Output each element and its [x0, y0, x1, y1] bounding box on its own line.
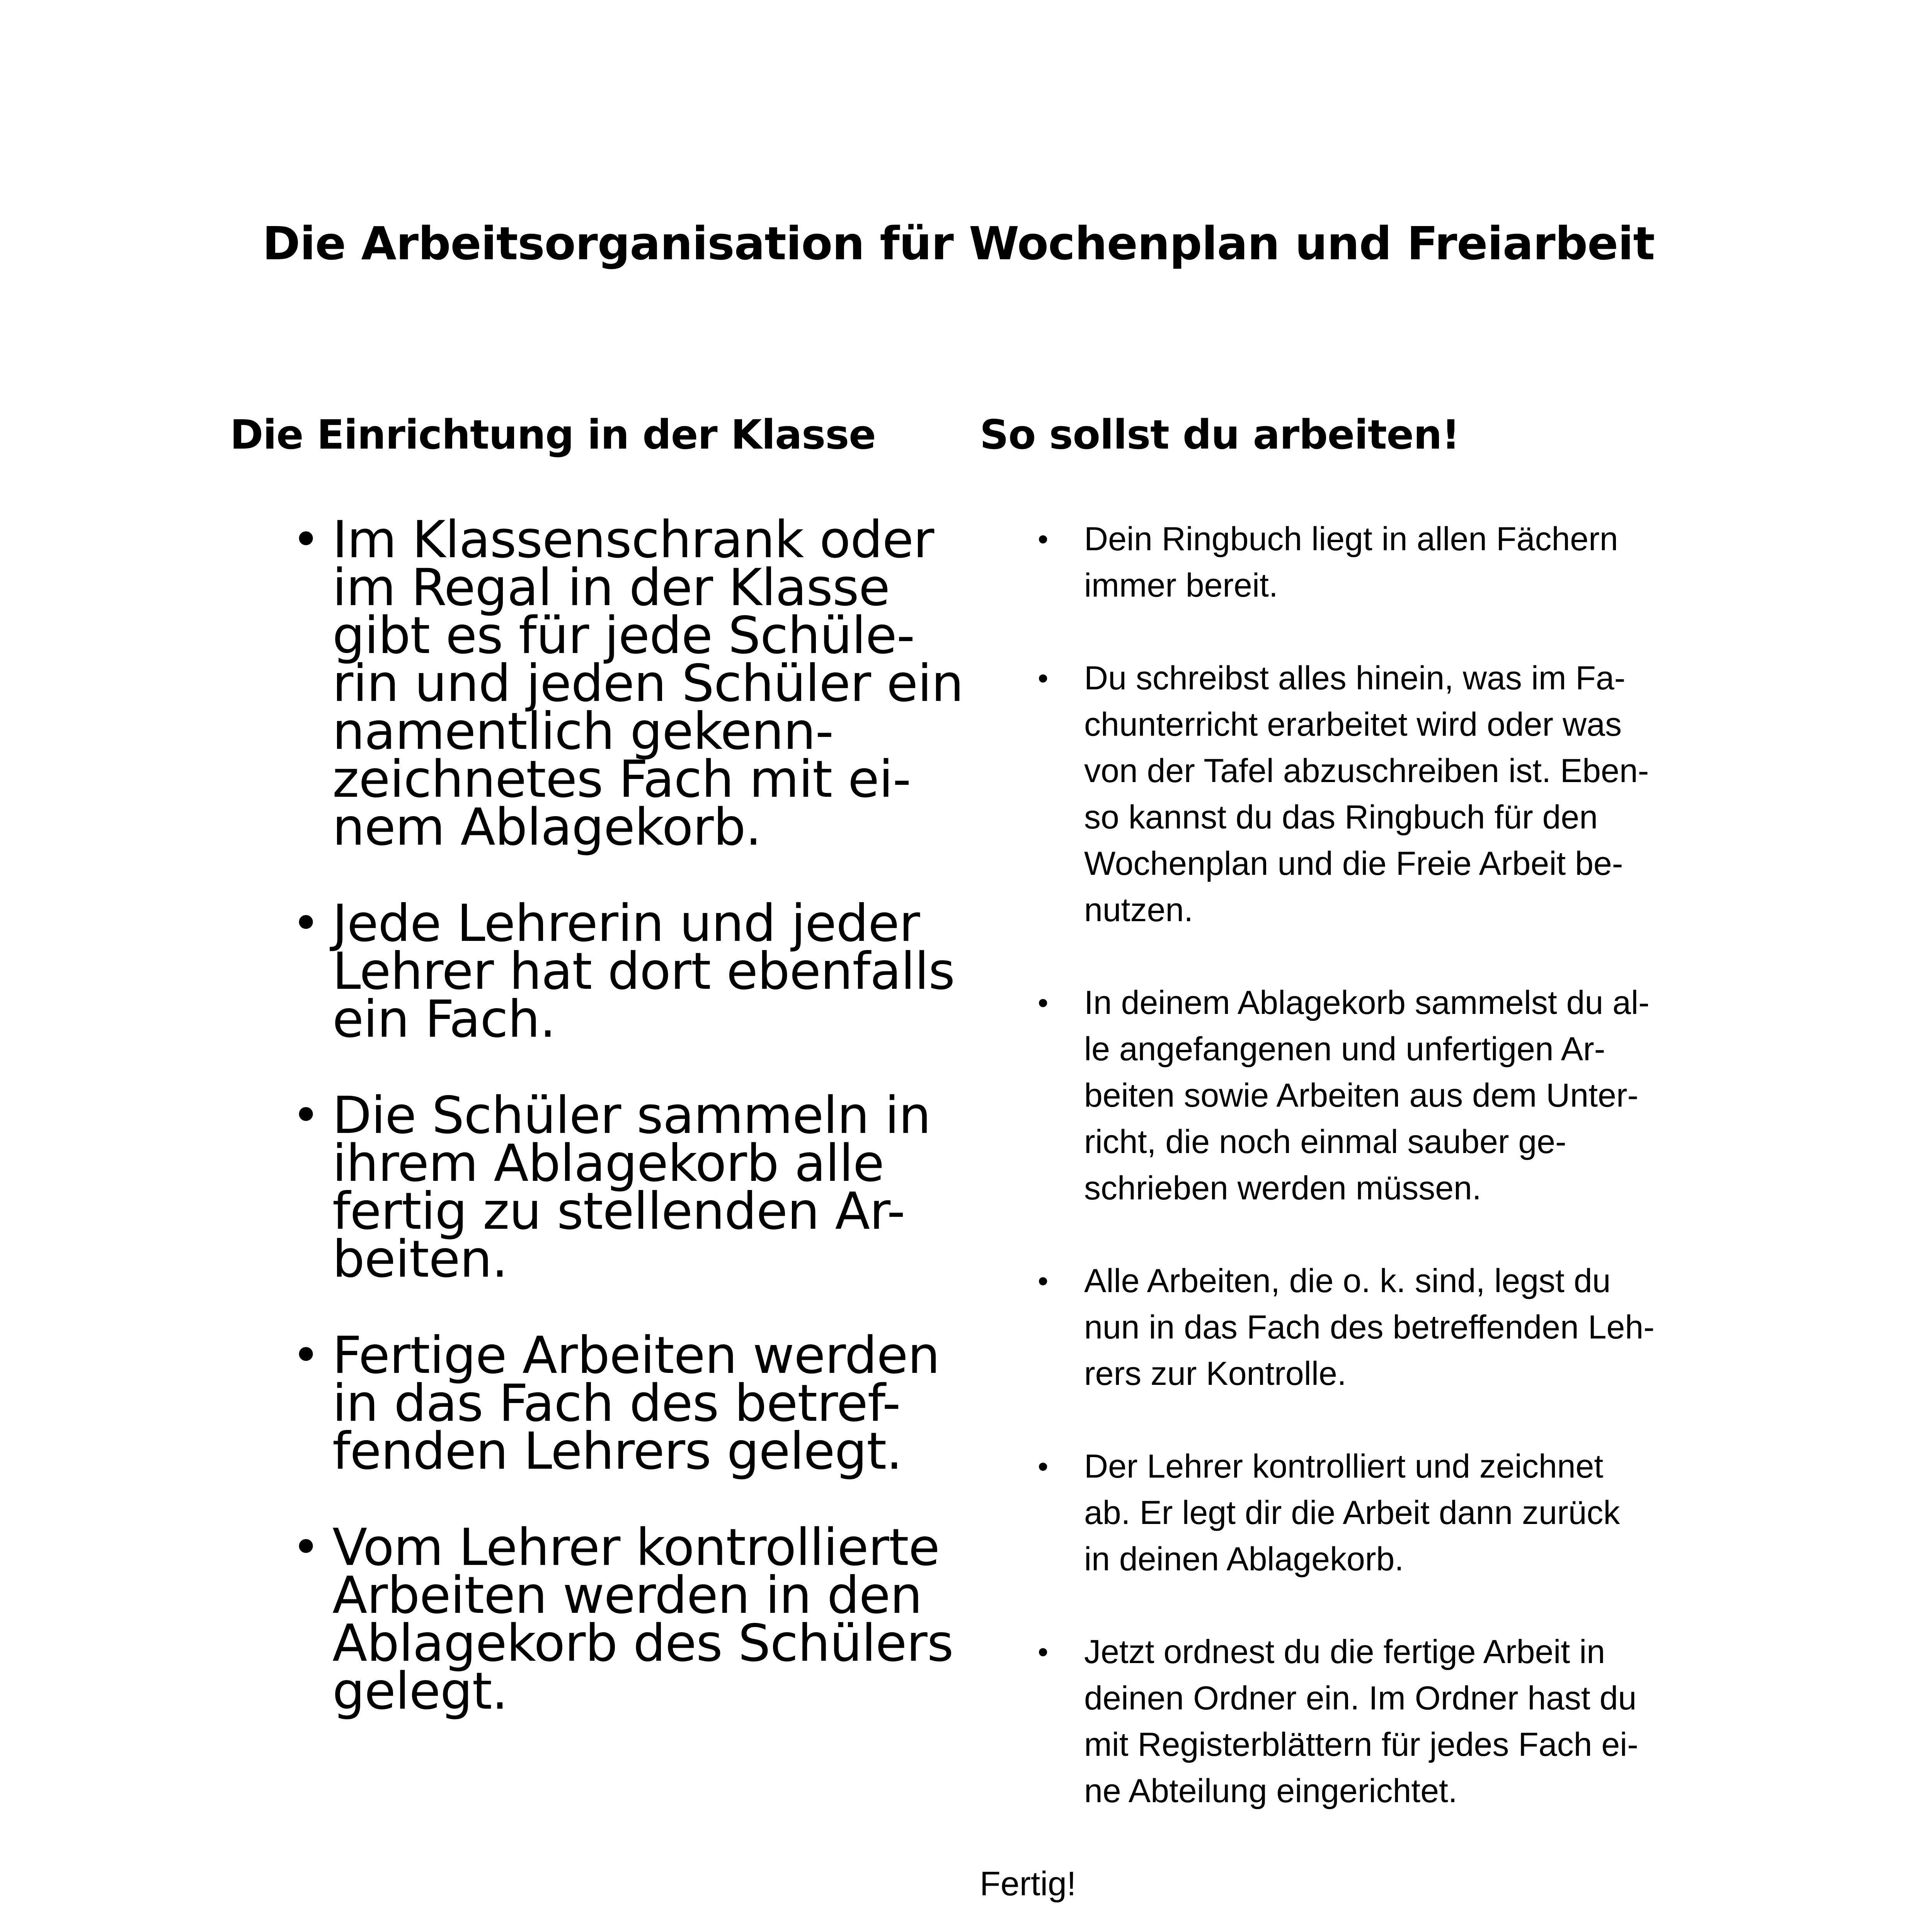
list-item: • Jede Lehrerin und jeder Lehrer hat dort ebenfalls ein Fach. — [292, 894, 955, 1049]
right-column — [980, 408, 1710, 1932]
list-item: • Dein Ringbuch liegt in allen Fächern immer bereit. — [980, 516, 1710, 609]
bullet-icon: • — [1038, 661, 1049, 695]
list-item: • Alle Arbeiten, die o. k. sind, legst du nun in das Fach des betreffenden Leh- rers zur Kontrolle. — [980, 1258, 1710, 1397]
list-item: • Im Klassenschrank oder im Regal in der Klasse gibt es für jede Schüle- rin und jeden Schüler ein namentlich gekenn- zeichnetes Fach mit ei- nem Ablagekorb. — [292, 510, 964, 857]
bullet-icon: • — [1038, 986, 1049, 1020]
bullet-icon: • — [292, 896, 320, 951]
right-column-heading: So sollst du arbeiten! — [980, 411, 1460, 458]
list-item: • Du schreibst alles hinein, was im Fa- chunterricht erarbeitet wird oder was von der Tafel abzuschreiben ist. Eben- so kannst du das Ringbuch für den Wochenplan und die Freie Arbeit be- nutzen. — [980, 655, 1710, 933]
list-item: • Jetzt ordnest du die fertige Arbeit in deinen Ordner ein. Im Ordner hast du mit Registerblättern für jedes Fach ei- ne Abteilung eingerichtet. — [980, 1629, 1710, 1814]
work-instructions-list — [980, 516, 1710, 1814]
list-item: • Die Schüler sammeln in ihrem Ablagekorb alle fertig zu stellenden Ar- beiten. — [292, 1086, 931, 1289]
bullet-icon: • — [1038, 1264, 1049, 1298]
list-item: • In deinem Ablagekorb sammelst du al- le angefangenen und unfertigen Ar- beiten sowie Arbeiten aus dem Unter- richt, die noch einmal sauber ge- schrieben werden müssen. — [980, 980, 1710, 1211]
bullet-icon: • — [292, 512, 320, 568]
classroom-setup-list — [230, 510, 972, 1721]
page-title: Die Arbeitsorganisation für Wochenplan und Freiarbeit — [262, 217, 1655, 270]
list-item: • Der Lehrer kontrolliert und zeichnet ab. Er legt dir die Arbeit dann zurück in deinen Ablagekorb. — [980, 1443, 1710, 1582]
bullet-icon: • — [292, 1328, 320, 1383]
bullet-icon: • — [1038, 1449, 1049, 1483]
closing-text: Fertig! — [980, 1864, 1076, 1903]
left-column-heading: Die Einrichtung in der Klasse — [230, 411, 876, 458]
list-item: • Fertige Arbeiten werden in das Fach des betref- fenden Lehrers gelegt. — [292, 1326, 940, 1481]
bullet-icon: • — [292, 1088, 320, 1143]
list-item: • Vom Lehrer kontrollierte Arbeiten werden in den Ablagekorb des Schülers gelegt. — [292, 1518, 953, 1721]
bullet-icon: • — [1038, 1635, 1049, 1669]
bullet-icon: • — [292, 1520, 320, 1575]
left-column — [230, 408, 972, 1764]
bullet-icon: • — [1038, 522, 1049, 556]
